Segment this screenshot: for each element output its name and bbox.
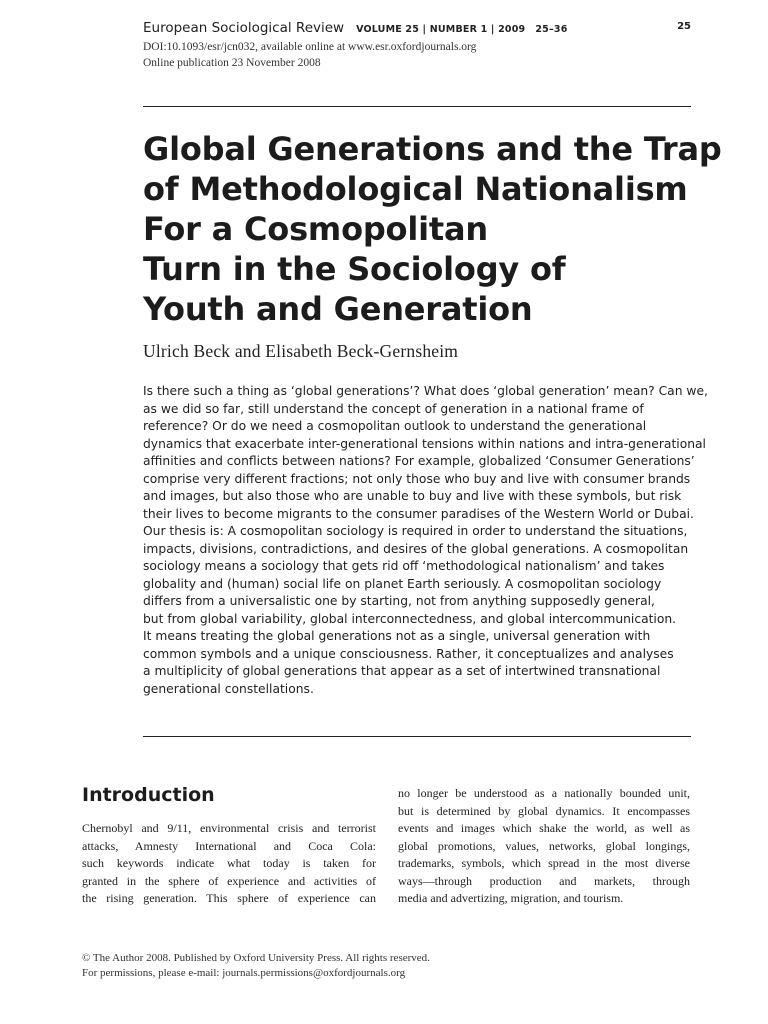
copyright-notice: © The Author 2008. Published by Oxford University Press. All rights reserved. bbox=[82, 952, 430, 964]
abstract-line: common symbols and a unique consciousness. Rather, it conceptualizes and analyses bbox=[143, 646, 674, 661]
body-line: events and images which shake the world, as well as bbox=[398, 821, 690, 835]
body-line: trademarks, symbols, which spread in the most diverse bbox=[398, 856, 690, 870]
journal-name: European Sociological Review bbox=[143, 20, 345, 36]
abstract-line: sociology means a sociology that gets rid off ‘methodological nationalism’ and takes bbox=[143, 559, 665, 573]
abstract-line: but from global variability, global interconnectedness, and global intercommunication. bbox=[143, 611, 677, 626]
abstract-line: generational constellations. bbox=[143, 681, 314, 696]
title-line: Global Generations and the Trap bbox=[143, 130, 722, 168]
section-divider bbox=[143, 736, 691, 737]
abstract-line: as we did so far, still understand the concept of generation in a national frame of bbox=[143, 401, 644, 416]
body-line: such keywords indicate what today is taken for bbox=[82, 856, 376, 870]
title-line: Youth and Generation bbox=[143, 290, 533, 328]
abstract-line: globality and (human) social life on planet Earth seriously. A cosmopolitan sociology bbox=[143, 576, 662, 591]
title-line: of Methodological Nationalism bbox=[143, 170, 688, 208]
abstract-line: impacts, divisions, contradictions, and desires of the global generations. A cosmopolitan bbox=[143, 541, 689, 556]
body-line: the rising generation. This sphere of experience can bbox=[82, 891, 376, 905]
top-divider bbox=[143, 106, 691, 107]
doi-line: DOI:10.1093/esr/jcn032, available online at www.esr.oxfordjournals.org bbox=[143, 41, 477, 53]
article-title bbox=[143, 129, 722, 329]
body-line: no longer be understood as a nationally bounded unit, bbox=[398, 786, 690, 800]
body-column-right bbox=[398, 785, 690, 908]
abstract-line: and images, but also those who are unable to buy and live with these symbols, but risk bbox=[143, 489, 682, 503]
abstract-line: comprise very different fractions; not only those who buy and live with consumer brands bbox=[143, 471, 691, 486]
section-heading-introduction: Introduction bbox=[82, 784, 215, 806]
abstract-line: It means treating the global generations not as a single, universal generation with bbox=[143, 629, 651, 643]
body-line: Chernobyl and 9/11, environmental crisis and terrorist bbox=[82, 821, 376, 835]
abstract-line: reference? Or do we need a cosmopolitan outlook to understand the generational bbox=[143, 419, 647, 433]
abstract-line: Is there such a thing as ‘global generations’? What does ‘global generation’ mean? Can we, bbox=[143, 384, 708, 398]
title-line: For a Cosmopolitan bbox=[143, 210, 488, 248]
page-number: 25 bbox=[677, 21, 691, 32]
title-line: Turn in the Sociology of bbox=[143, 250, 566, 288]
abstract-line: differs from a universalistic one by starting, not from anything supposedly general, bbox=[143, 594, 655, 608]
body-line: but is determined by global dynamics. It encompasses bbox=[398, 803, 690, 818]
body-column-left bbox=[82, 820, 376, 908]
abstract-line: affinities and conflicts between nations? For example, globalized ‘Consumer Generations’ bbox=[143, 454, 695, 468]
body-line: granted in the sphere of experience and activities of bbox=[82, 873, 376, 888]
page-range: 25–36 bbox=[535, 24, 568, 35]
permissions-notice: For permissions, please e-mail: journals.permissions@oxfordjournals.org bbox=[82, 967, 406, 979]
online-publication-date: Online publication 23 November 2008 bbox=[143, 57, 321, 69]
body-line: attacks, Amnesty International and Coca Cola: bbox=[82, 838, 376, 853]
page-footer bbox=[82, 951, 430, 981]
volume-info bbox=[356, 24, 567, 35]
abstract-line: their lives to become migrants to the consumer paradises of the Western World or Dubai. bbox=[143, 506, 694, 521]
body-line: media and advertizing, migration, and tourism. bbox=[398, 891, 624, 905]
abstract-line: Our thesis is: A cosmopolitan sociology is required in order to understand the situations, bbox=[143, 524, 688, 538]
volume-number: VOLUME 25 | NUMBER 1 | 2009 bbox=[356, 24, 526, 35]
body-line: global promotions, values, networks, global longings, bbox=[398, 838, 690, 853]
abstract bbox=[143, 383, 708, 698]
body-line: ways—through production and markets, through bbox=[398, 873, 690, 888]
page-header bbox=[143, 19, 691, 71]
authors: Ulrich Beck and Elisabeth Beck-Gernsheim bbox=[143, 341, 459, 361]
abstract-line: dynamics that exacerbate inter-generational tensions within nations and intra-generational bbox=[143, 436, 706, 451]
header-line bbox=[143, 19, 691, 39]
abstract-line: a multiplicity of global generations that appear as a set of intertwined transnational bbox=[143, 664, 661, 678]
